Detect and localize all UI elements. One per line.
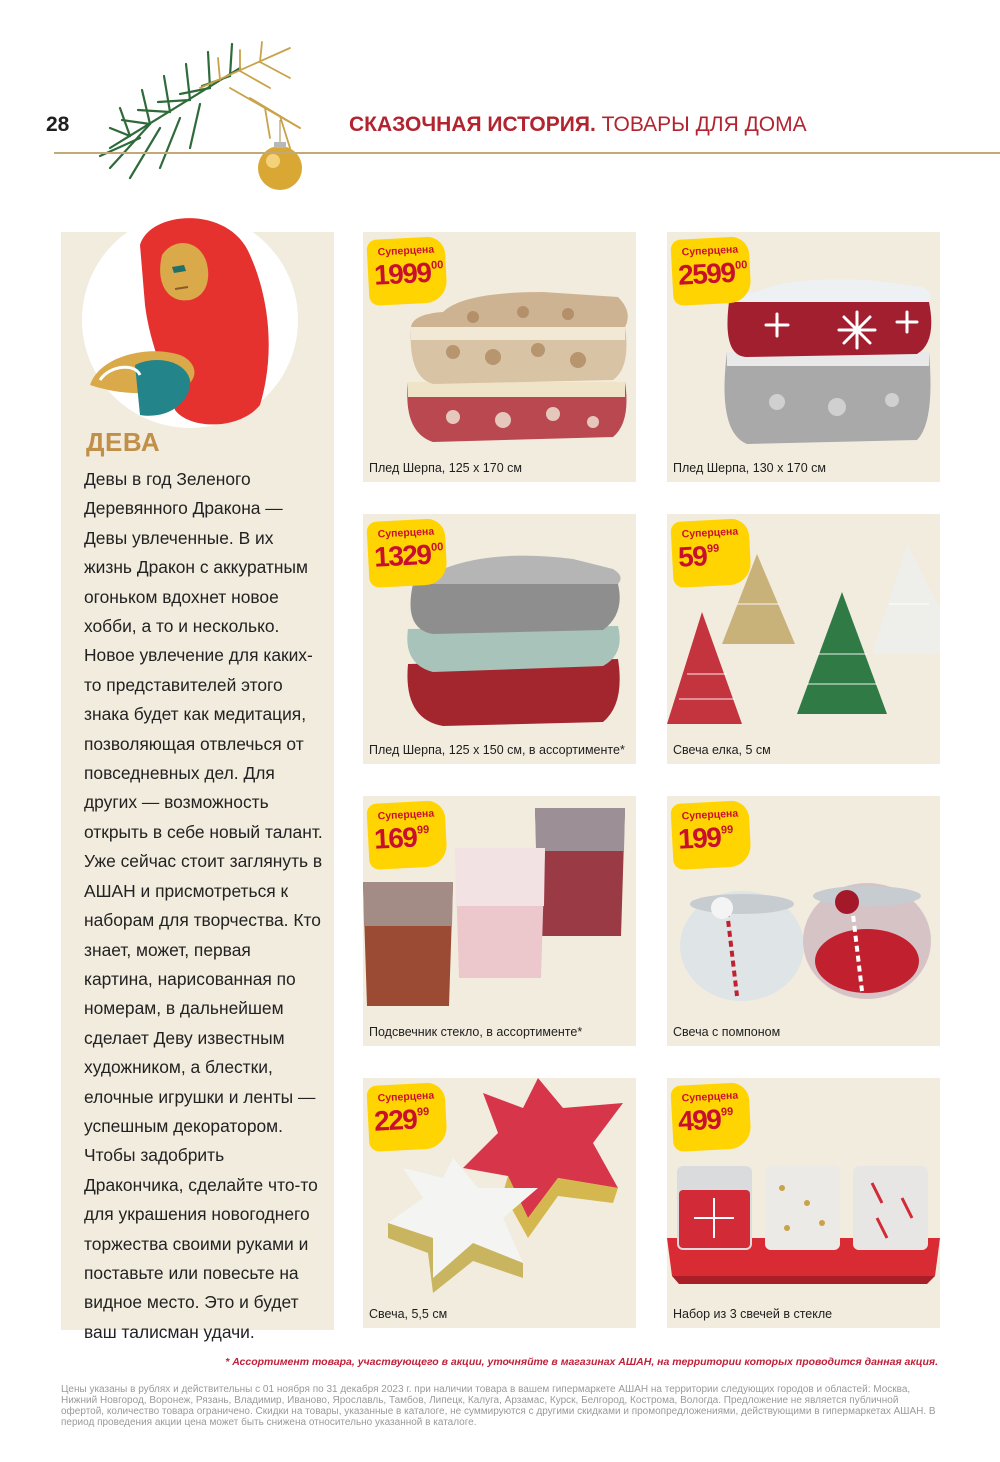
price-cents: 99: [416, 1105, 430, 1119]
price-cents: 99: [416, 823, 430, 837]
price-badge-label: Суперцена: [681, 525, 739, 541]
price: [677, 540, 720, 574]
virgo-zodiac-illustration-icon: [80, 205, 300, 430]
section-title-rest: ТОВАРЫ ДЛЯ ДОМА: [595, 113, 807, 136]
price-cents: 00: [734, 259, 748, 272]
price-badge-label: Суперцена: [681, 807, 739, 823]
zodiac-title: ДЕВА: [86, 427, 161, 457]
product-card[interactable]: [363, 514, 636, 764]
price: [373, 256, 444, 292]
product-card[interactable]: [363, 232, 636, 482]
product-name: Свеча, 5,5 см: [369, 1307, 448, 1321]
product-name: Плед Шерпа, 125 х 170 см: [369, 461, 522, 475]
price: [677, 256, 748, 292]
price-badge: [366, 236, 447, 306]
price-cents: 99: [720, 823, 734, 837]
price: [373, 821, 430, 856]
assortment-footnote: * Ассортимент товара, участвующего в акции, уточняйте в магазинах АШАН, на территории которых проводится данная акция.: [225, 1356, 938, 1368]
price-badge: [670, 518, 751, 588]
price-integer: 2599: [677, 256, 736, 291]
product-card[interactable]: [667, 232, 940, 482]
price-badge-label: Суперцена: [377, 1089, 435, 1105]
price-cents: 00: [430, 541, 444, 554]
price-cents: 99: [720, 1105, 734, 1119]
price-integer: 1329: [373, 538, 432, 573]
price-integer: 229: [373, 1103, 418, 1137]
product-name: Свеча с помпоном: [673, 1025, 781, 1039]
price-integer: 199: [677, 821, 722, 855]
product-name: Набор из 3 свечей в стекле: [673, 1307, 833, 1321]
product-card[interactable]: [667, 1078, 940, 1328]
product-name: Подсвечник стекло, в ассортименте*: [369, 1025, 583, 1039]
price-badge: [670, 800, 751, 870]
product-card[interactable]: [363, 796, 636, 1046]
product-card[interactable]: [667, 796, 940, 1046]
price: [373, 1103, 430, 1138]
price-integer: 169: [373, 821, 418, 855]
price-badge: [366, 1082, 447, 1152]
product-card[interactable]: [363, 1078, 636, 1328]
price: [677, 1103, 734, 1138]
product-name: Плед Шерпа, 125 х 150 см, в ассортименте*: [369, 743, 625, 757]
price-badge-label: Суперцена: [681, 243, 739, 259]
price-badge-label: Суперцена: [377, 807, 435, 823]
section-title: [349, 113, 807, 137]
price-badge: [670, 1082, 751, 1152]
page-number: 28: [46, 113, 70, 136]
price-cents: 00: [430, 259, 444, 272]
fir-branch-ornament-icon: [90, 28, 320, 198]
price-badge-label: Суперцена: [377, 243, 435, 259]
price: [677, 821, 734, 856]
zodiac-paragraph: Девы в год Зеленого Деревянного Дракона — Девы увлеченные. В их жизнь Дракон с аккуратным огоньком вдохнет новое хобби, а то и несколько. Новое увлечение для каких-то представителей этого знака будет как медитация, позволяющая отвлечься от повседневных дел. Для других — возможность открыть в себе новый талант. Уже сейчас стоит заглянуть в АШАН и присмотреться к наборам для творчества. Кто знает, может, первая картина, нарисованная по номерам, в дальнейшем сделает Деву известным художником, а блестки, елочные игрушки и ленты — успешным декоратором. Чтобы задобрить Дракончика, сделайте что-то для украшения новогоднего торжества своими руками и поставьте или повесьте на видное место. Это и будет ваш талисман удачи.: [84, 469, 323, 1342]
price-cents: 99: [706, 542, 720, 556]
price-badge: [366, 800, 447, 870]
price-badge: [670, 236, 751, 306]
price-integer: 1999: [373, 256, 432, 291]
price-badge-label: Суперцена: [377, 525, 435, 541]
price-integer: 499: [677, 1103, 722, 1137]
zodiac-description: [84, 465, 324, 1347]
price-badge: [366, 518, 447, 588]
product-name: Свеча елка, 5 см: [673, 743, 771, 757]
price-integer: 59: [677, 540, 708, 573]
legal-disclaimer: Цены указаны в рублях и действительны с 01 ноября по 31 декабря 2023 г. при наличии товара в вашем гипермаркете АШАН на территории следующих городов и областей: Москва, Нижний Новгород, Воронеж, Рязань, Владимир, Иваново, Ярославль, Тамбов, Липецк, Калуга, Арзамас, Курск, Белгород, Кострома, Вологда. Предложение не является публичной офертой, количество товара ограничено. Скидки на товары, указанные в каталоге, не суммируются с другими скидками и промопредложениями, действующими в гипермаркетах АШАН. В период проведения акции цена может быть снижена относительно указанной в каталоге.: [61, 1384, 936, 1428]
section-title-strong: СКАЗОЧНАЯ ИСТОРИЯ.: [349, 113, 596, 136]
price: [373, 538, 444, 574]
header-divider: [54, 152, 1000, 154]
price-badge-label: Суперцена: [681, 1089, 739, 1105]
product-name: Плед Шерпа, 130 х 170 см: [673, 461, 826, 475]
product-card[interactable]: [667, 514, 940, 764]
